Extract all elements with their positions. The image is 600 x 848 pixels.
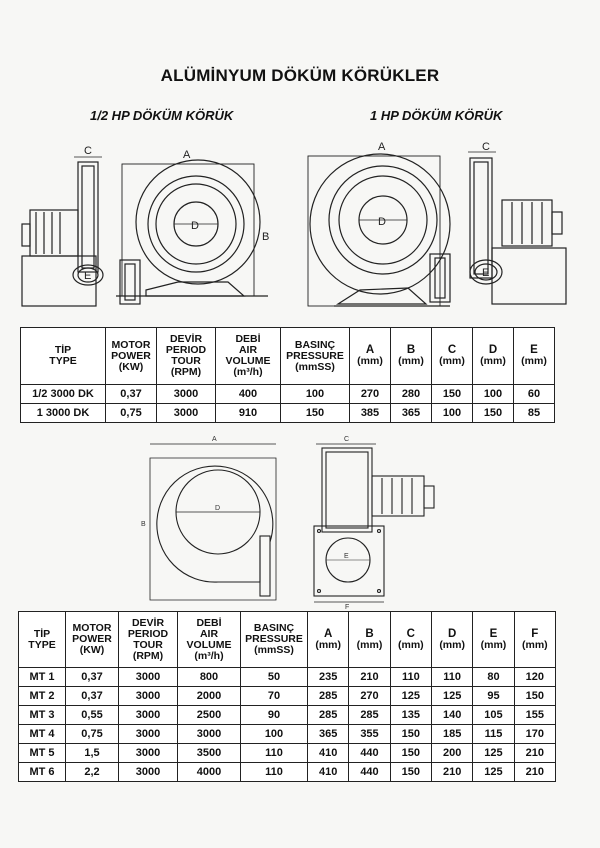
table-row [21, 404, 555, 423]
dim-d-label: D [215, 505, 221, 512]
col-type: TİP TYPE [19, 612, 66, 668]
cell-pressure: 150 [281, 404, 350, 423]
cell-e: 60 [514, 385, 555, 404]
cell-d: 140 [431, 706, 472, 725]
cell-rpm: 3000 [119, 668, 178, 687]
table2-header-row [19, 612, 556, 668]
subtitle-half-hp: 1/2 HP DÖKÜM KÖRÜK [90, 108, 234, 123]
mt-series-blower-drawing [140, 432, 460, 610]
cell-power: 0,75 [66, 725, 119, 744]
table-row [19, 706, 556, 725]
cell-d: 150 [473, 404, 514, 423]
cell-type: MT 2 [19, 687, 66, 706]
cell-b: 355 [349, 725, 390, 744]
cell-power: 0,37 [106, 385, 157, 404]
cell-d: 200 [431, 744, 472, 763]
cell-power: 0,37 [66, 668, 119, 687]
one-hp-blower-drawing [290, 136, 590, 320]
cell-d: 110 [431, 668, 472, 687]
col-d: D (mm) [431, 612, 472, 668]
cell-f: 120 [514, 668, 555, 687]
cell-a: 270 [350, 385, 391, 404]
cell-c: 135 [390, 706, 431, 725]
col-type: TİP TYPE [21, 328, 106, 385]
col-rpm: DEVİR PERIOD TOUR (RPM) [157, 328, 216, 385]
dim-b-label: B [141, 521, 146, 528]
col-motor-power: MOTOR POWER (KW) [106, 328, 157, 385]
cell-type: MT 1 [19, 668, 66, 687]
cell-d: 125 [431, 687, 472, 706]
dim-a-label: A [378, 141, 386, 153]
mt-series-spec-table [18, 611, 556, 782]
cell-pressure: 110 [241, 744, 308, 763]
col-b: B (mm) [391, 328, 432, 385]
cell-d: 100 [473, 385, 514, 404]
dim-e-label: E [482, 267, 490, 279]
cell-pressure: 90 [241, 706, 308, 725]
cell-f: 150 [514, 687, 555, 706]
cell-type: MT 3 [19, 706, 66, 725]
col-e: E (mm) [514, 328, 555, 385]
cell-e: 85 [514, 404, 555, 423]
cell-c: 150 [390, 763, 431, 782]
cell-pressure: 110 [241, 763, 308, 782]
table1-header-row [21, 328, 555, 385]
page-title: ALÜMİNYUM DÖKÜM KÖRÜKLER [160, 66, 440, 85]
cell-volume: 910 [216, 404, 281, 423]
dim-d-label: D [378, 216, 386, 228]
cell-rpm: 3000 [119, 744, 178, 763]
cell-volume: 2500 [178, 706, 241, 725]
cell-d: 210 [431, 763, 472, 782]
cell-power: 0,37 [66, 687, 119, 706]
table-row [21, 385, 555, 404]
cell-b: 280 [391, 385, 432, 404]
table-row [19, 744, 556, 763]
dim-a-label: A [183, 149, 191, 161]
cell-power: 2,2 [66, 763, 119, 782]
col-air-volume: DEBİ AIR VOLUME (m³/h) [178, 612, 241, 668]
cell-e: 105 [473, 706, 514, 725]
cell-e: 95 [473, 687, 514, 706]
cell-a: 285 [308, 687, 349, 706]
cell-a: 410 [308, 744, 349, 763]
col-a: A (mm) [308, 612, 349, 668]
cell-e: 125 [473, 763, 514, 782]
col-motor-power: MOTOR POWER (KW) [66, 612, 119, 668]
cell-c: 150 [390, 725, 431, 744]
col-pressure: BASINÇ PRESSURE (mmSS) [241, 612, 308, 668]
cell-b: 210 [349, 668, 390, 687]
cell-b: 440 [349, 744, 390, 763]
cell-volume: 3500 [178, 744, 241, 763]
cell-f: 210 [514, 744, 555, 763]
table-row [19, 668, 556, 687]
cell-a: 410 [308, 763, 349, 782]
col-air-volume: DEBİ AIR VOLUME (m³/h) [216, 328, 281, 385]
cell-type: MT 6 [19, 763, 66, 782]
col-d: D (mm) [473, 328, 514, 385]
table-row [19, 687, 556, 706]
cell-b: 285 [349, 706, 390, 725]
cell-a: 385 [350, 404, 391, 423]
cell-rpm: 3000 [157, 404, 216, 423]
cell-volume: 800 [178, 668, 241, 687]
cell-type: 1 3000 DK [21, 404, 106, 423]
dim-f-label: F [345, 604, 350, 610]
cell-volume: 3000 [178, 725, 241, 744]
dim-a-label: A [212, 436, 217, 443]
cell-f: 170 [514, 725, 555, 744]
half-hp-blower-drawing [18, 140, 280, 320]
dim-e-label: E [84, 270, 92, 282]
dim-c-label: C [344, 436, 350, 443]
dim-c-label: C [482, 141, 490, 153]
cell-b: 365 [391, 404, 432, 423]
cell-b: 440 [349, 763, 390, 782]
cell-type: MT 4 [19, 725, 66, 744]
cell-e: 125 [473, 744, 514, 763]
cell-pressure: 50 [241, 668, 308, 687]
cell-e: 80 [473, 668, 514, 687]
cell-e: 115 [473, 725, 514, 744]
cell-rpm: 3000 [119, 706, 178, 725]
col-rpm: DEVİR PERIOD TOUR (RPM) [119, 612, 178, 668]
cell-c: 150 [390, 744, 431, 763]
cell-rpm: 3000 [119, 687, 178, 706]
table-row [19, 725, 556, 744]
cell-rpm: 3000 [119, 725, 178, 744]
cell-c: 150 [432, 385, 473, 404]
cell-volume: 400 [216, 385, 281, 404]
cell-b: 270 [349, 687, 390, 706]
col-c: C (mm) [390, 612, 431, 668]
col-c: C (mm) [432, 328, 473, 385]
dim-c-label: C [84, 145, 92, 157]
cell-a: 235 [308, 668, 349, 687]
subtitle-one-hp: 1 HP DÖKÜM KÖRÜK [370, 108, 503, 123]
cell-power: 1,5 [66, 744, 119, 763]
cell-c: 125 [390, 687, 431, 706]
dim-e-label: E [344, 553, 349, 560]
col-e: E (mm) [473, 612, 514, 668]
cell-f: 155 [514, 706, 555, 725]
table-row [19, 763, 556, 782]
cell-volume: 4000 [178, 763, 241, 782]
half-and-one-hp-spec-table [20, 327, 555, 423]
col-f: F (mm) [514, 612, 555, 668]
col-b: B (mm) [349, 612, 390, 668]
cell-power: 0,75 [106, 404, 157, 423]
cell-c: 110 [390, 668, 431, 687]
dim-b-label: B [262, 231, 270, 243]
cell-rpm: 3000 [157, 385, 216, 404]
cell-type: MT 5 [19, 744, 66, 763]
cell-a: 285 [308, 706, 349, 725]
cell-a: 365 [308, 725, 349, 744]
cell-d: 185 [431, 725, 472, 744]
cell-type: 1/2 3000 DK [21, 385, 106, 404]
cell-c: 100 [432, 404, 473, 423]
cell-power: 0,55 [66, 706, 119, 725]
cell-rpm: 3000 [119, 763, 178, 782]
cell-volume: 2000 [178, 687, 241, 706]
col-a: A (mm) [350, 328, 391, 385]
cell-pressure: 100 [241, 725, 308, 744]
dim-d-label: D [191, 220, 199, 232]
cell-pressure: 70 [241, 687, 308, 706]
cell-pressure: 100 [281, 385, 350, 404]
col-pressure: BASINÇ PRESSURE (mmSS) [281, 328, 350, 385]
cell-f: 210 [514, 763, 555, 782]
